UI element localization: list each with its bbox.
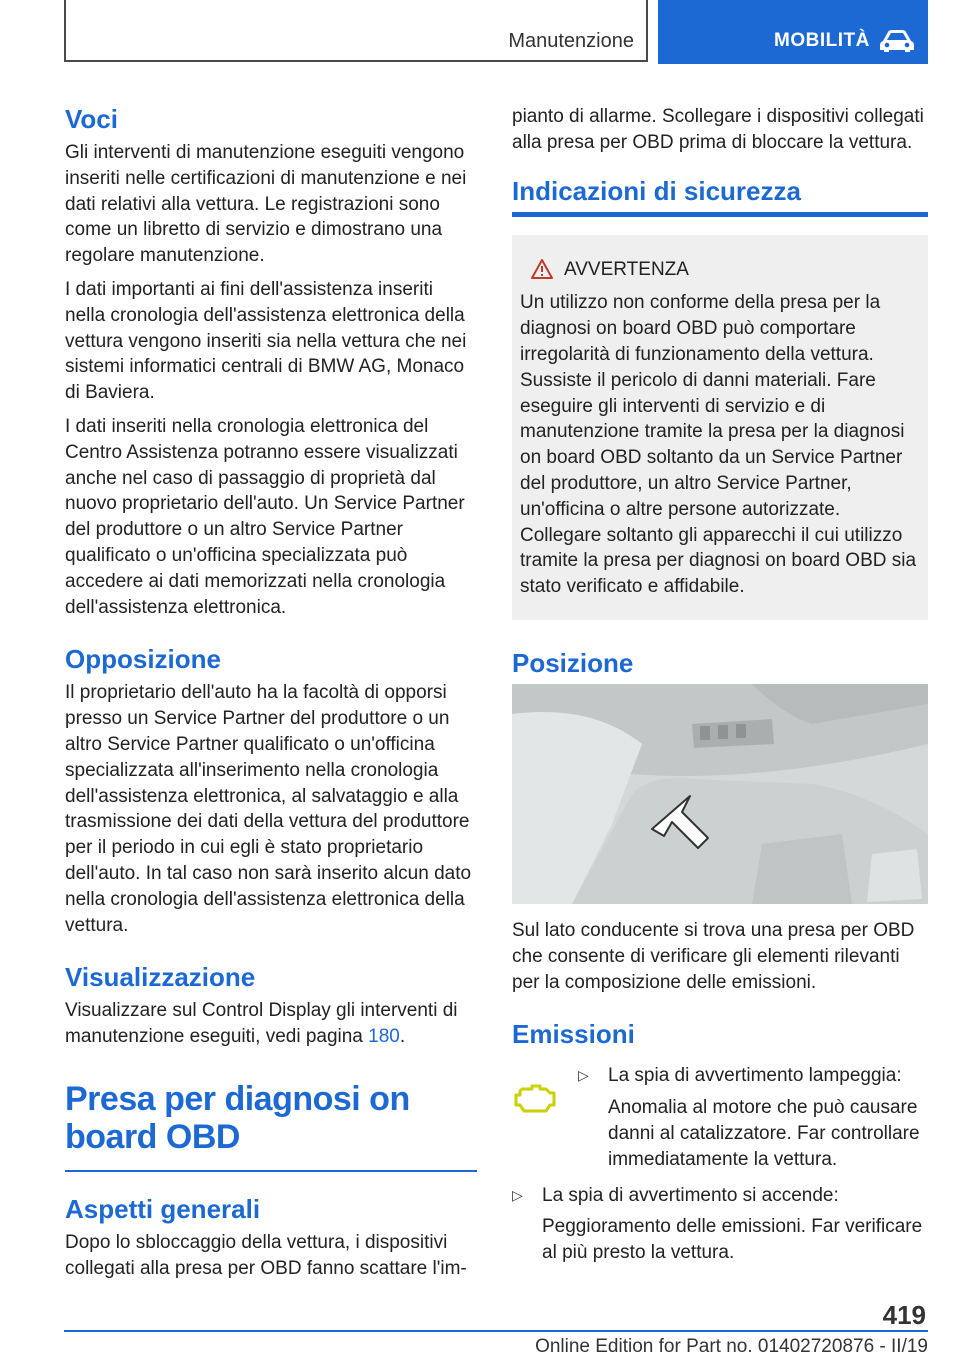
- visualizzazione-heading: Visualizzazione: [65, 962, 256, 993]
- emissioni-list: [578, 1063, 928, 1182]
- chapter-tab-label: MOBILITÀ: [774, 30, 870, 51]
- right-column: [512, 104, 928, 1276]
- sicurezza-heading: Indicazioni di sicurezza: [512, 175, 801, 206]
- chapter-divider: [65, 1170, 477, 1172]
- posizione-caption: Sul lato conducente si trova una presa per OBD che consente di verificare gli elementi rilevanti per la composizione delle emissioni.: [512, 919, 915, 993]
- voci-paragraph-2: I dati importanti ai fini dell'assistenza inseriti nella cronologia dell'assistenza elettronica della vettura vengono inseriti sia nella vettura che nei sistemi informatici centrali di BMW AG, Monaco di Baviera.: [65, 278, 467, 404]
- left-column: [65, 104, 477, 1290]
- page-number: 419: [882, 1300, 926, 1330]
- warning-title-row: [530, 257, 920, 283]
- bullet-triangle-icon: ▷: [578, 1067, 589, 1084]
- engine-warning-icon: [510, 1081, 560, 1117]
- section-title: Manutenzione: [508, 30, 634, 52]
- voci-heading: Voci: [65, 104, 118, 134]
- posizione-heading: Posizione: [512, 647, 634, 678]
- continued-paragraph: pianto di allarme. Scollegare i dispositivi collegati alla presa per OBD prima di bloccare la vettura.: [512, 106, 924, 153]
- warning-triangle-icon: [530, 258, 554, 280]
- warning-title: AVVERTENZA: [564, 258, 689, 280]
- emissioni-icon-cell: [512, 1063, 574, 1182]
- visualizzazione-paragraph: Visualizzare sul Control Display gli interventi di manutenzione eseguiti, vedi pagina 180.: [65, 1000, 458, 1048]
- bullet-triangle-icon: ▷: [512, 1186, 523, 1203]
- opposizione-paragraph: Il proprietario dell'auto ha la facoltà di opporsi presso un Service Partner del produttore o un altro Service Partner qualificato o un'officina specializzata all'inserimento nella cronologia dell'assistenza elettronica, al salvataggio e alla trasmissione dei dati della vettura del produttore per il periodo in cui egli è stato proprietario dell'auto. In tal caso non sarà inserito alcun dato nella cronologia dell'assistenza elettronica della vettura.: [65, 682, 472, 936]
- voci-paragraph-3: I dati inseriti nella cronologia elettronica del Centro Assistenza potranno essere visualizzati anche nel caso di passaggio di proprietà dal nuovo proprietario dell'auto. Un Service Partner del produttore o un altro Service Partner qualificato o un'officina specializzata può accedere ai dati memorizzati nella cronologia dell'assistenza elettronica.: [65, 415, 465, 618]
- list-item: ▷ La spia di avvertimento si accende: Peggioramento delle emissioni. Far verificare al più presto la vettura.: [512, 1183, 928, 1266]
- footer-divider: [64, 1330, 928, 1332]
- aspetti-generali-heading: Aspetti generali: [65, 1193, 261, 1224]
- warning-box: [512, 235, 928, 620]
- page-link[interactable]: 180: [368, 1026, 400, 1048]
- voci-paragraph-1: Gli interventi di manutenzione eseguiti vengono inseriti nelle certificazioni di manutenzione e nei dati relativi alla vettura. Le registrazioni sono come un libretto di servizio e dimostrano una regolare manutenzione.: [65, 142, 467, 267]
- emissioni-block: [512, 1063, 928, 1182]
- sicurezza-divider: [512, 212, 928, 217]
- page-header: [64, 0, 928, 64]
- list-item: ▷ La spia di avvertimento lampeggia: Anomalia al motore che può causare danni al catalizzatore. Far controllare immediatamente la vettura.: [578, 1063, 928, 1172]
- chapter-tab[interactable]: [658, 0, 928, 64]
- car-icon: [878, 28, 916, 54]
- obd-location-illustration: [512, 684, 928, 904]
- opposizione-heading: Opposizione: [65, 644, 221, 675]
- section-header: [64, 0, 648, 62]
- footer-edition: Online Edition for Part no. 01402720876 - II/19: [535, 1336, 928, 1357]
- chapter-title: Presa per diagnosi on board OBD: [65, 1079, 410, 1156]
- emissioni-heading: Emissioni: [512, 1019, 635, 1050]
- aspetti-generali-paragraph: Dopo lo sbloccaggio della vettura, i dispositivi collegati alla presa per OBD fanno scattare l'im-: [65, 1231, 467, 1279]
- warning-text: Un utilizzo non conforme della presa per la diagnosi on board OBD può comportare irregolarità di funzionamento della vettura. Sussiste il pericolo di danni materiali. Fare eseguire gli interventi di servizio e di manutenzione tramite la presa per la diagnosi on board OBD soltanto da un Service Partner del produttore, un altro Service Partner, un'officina o altre persone autorizzate. Collegare soltanto gli apparecchi il cui utilizzo tramite la presa per diagnosi on board OBD sia stato verificato e affidabile.: [520, 292, 917, 598]
